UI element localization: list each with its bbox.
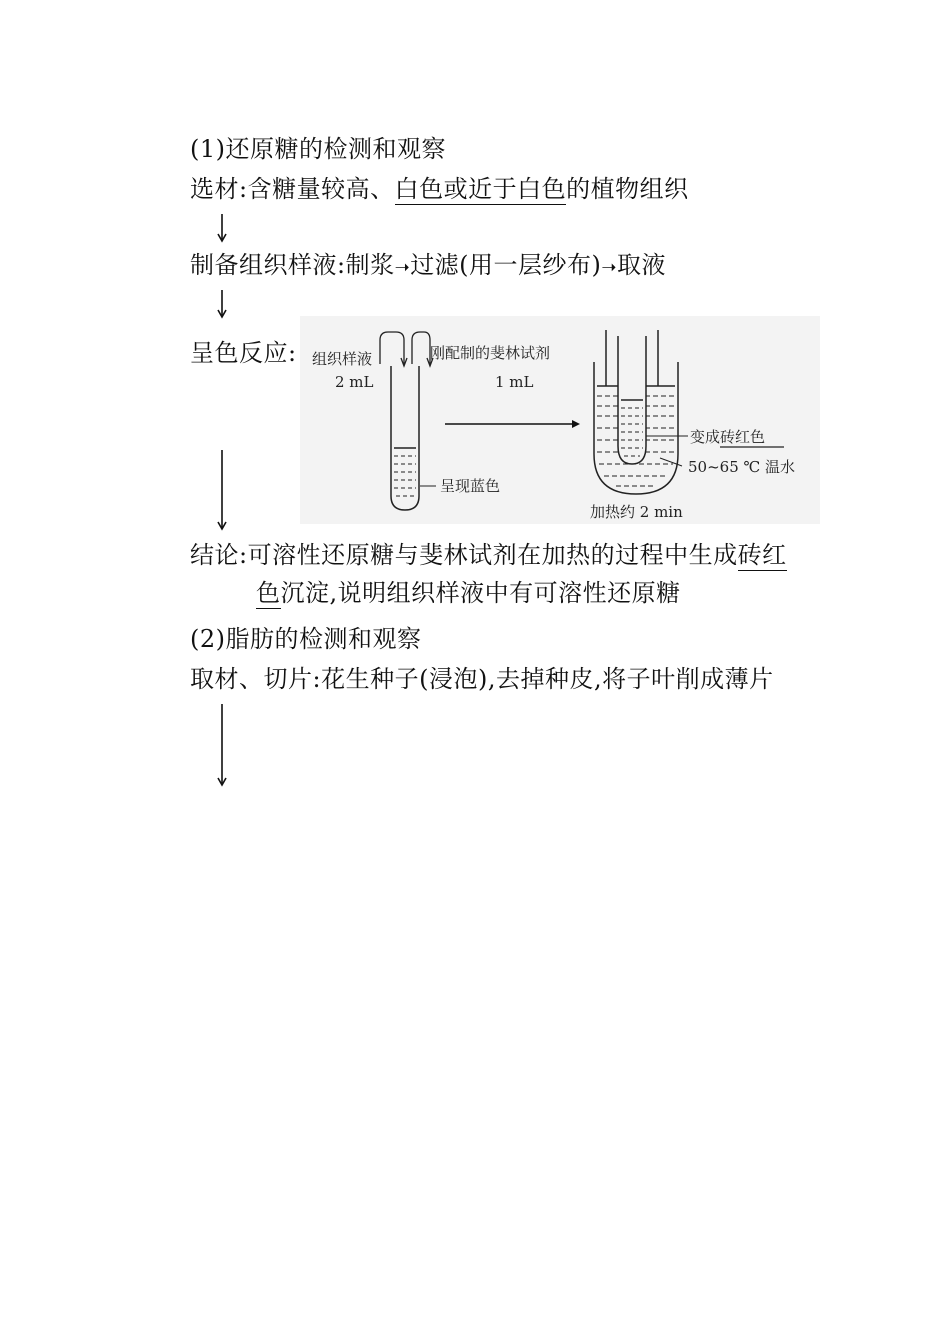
material-underlined: 白色或近于白色	[394, 175, 567, 203]
section2-heading: (2)脂肪的检测和观察	[190, 625, 422, 653]
prep-line	[190, 250, 666, 283]
material-label: 选材:	[190, 175, 248, 203]
conclusion-label: 结论:	[190, 541, 248, 569]
conclusion-line1	[190, 540, 787, 570]
diagram-background	[300, 316, 820, 524]
material-line	[190, 174, 689, 204]
color-change-underlined: 砖红色	[720, 428, 766, 446]
conclusion-underlined2: 色	[256, 579, 281, 607]
prep-step3: 取液	[617, 251, 667, 279]
section2-material-text: 花生种子(浸泡),去掉种皮,将子叶削成薄片	[321, 665, 774, 693]
conclusion-text1: 可溶性还原糖与斐林试剂在加热的过程中生成	[247, 541, 738, 569]
long-down-arrow-icon	[212, 702, 232, 788]
conclusion-line2	[256, 578, 681, 608]
reaction-diagram	[300, 316, 820, 524]
color-change-label	[690, 428, 765, 446]
color-change-prefix: 变成	[690, 428, 721, 446]
section2-material-line	[190, 664, 774, 694]
prep-step2: 过滤(用一层纱布)	[410, 251, 602, 279]
material-suffix: 的植物组织	[566, 175, 689, 203]
water-label: 50~65 ℃ 温水	[688, 458, 796, 476]
prep-label: 制备组织样液:	[190, 251, 346, 279]
down-arrow-icon	[212, 212, 232, 244]
down-arrow-icon	[212, 288, 232, 320]
conclusion-text2: 沉淀,说明组织样液中有可溶性还原糖	[280, 579, 681, 607]
material-prefix: 含糖量较高、	[247, 175, 395, 203]
blue-label: 呈现蓝色	[440, 477, 501, 495]
long-down-arrow-icon	[212, 448, 232, 532]
conclusion-underlined1: 砖红	[737, 541, 787, 569]
right-arrow-icon: ➝	[601, 257, 618, 278]
section1-heading: (1)还原糖的检测和观察	[190, 135, 446, 163]
reagent-label: 刚配制的斐林试剂	[430, 344, 551, 362]
sample-volume: 2 mL	[335, 373, 374, 391]
reagent-volume: 1 mL	[495, 373, 534, 391]
prep-step1: 制浆	[345, 251, 395, 279]
heat-label: 加热约 2 min	[590, 503, 683, 521]
right-arrow-icon: ➝	[394, 257, 411, 278]
sample-label: 组织样液	[312, 350, 373, 368]
reaction-label: 呈色反应:	[190, 339, 297, 367]
section2-material-label: 取材、切片:	[190, 665, 322, 693]
